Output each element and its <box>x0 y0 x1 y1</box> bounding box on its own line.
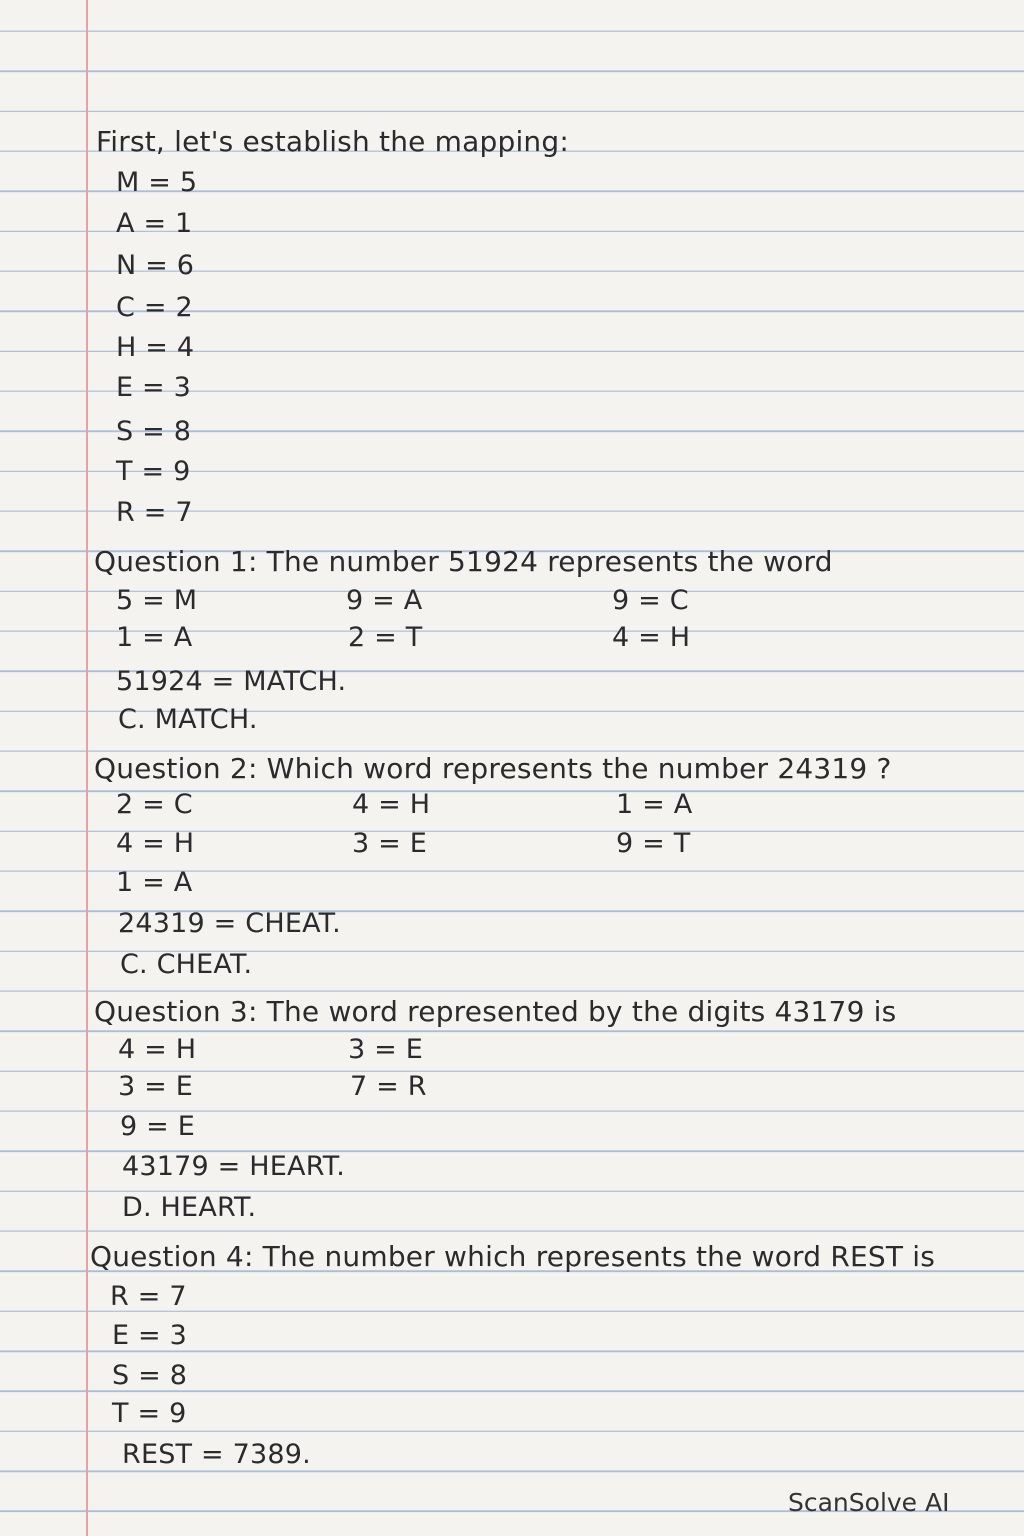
mapping-item: T = 9 <box>116 456 191 487</box>
q1-pair: 5 = M <box>116 585 198 616</box>
q2-pair: 9 = T <box>616 828 691 859</box>
q3-pair: 3 = E <box>348 1034 424 1065</box>
q3-result: 43179 = HEART. <box>122 1151 345 1182</box>
q1-result: 51924 = MATCH. <box>116 666 347 697</box>
q1-answer: C. MATCH. <box>118 704 258 735</box>
mapping-item: S = 8 <box>116 416 192 447</box>
q2-pair: 2 = C <box>116 789 193 820</box>
q3-pair: 3 = E <box>118 1071 194 1102</box>
mapping-item: H = 4 <box>116 332 195 363</box>
q2-pair: 1 = A <box>116 867 193 898</box>
q1-pair: 4 = H <box>612 622 691 653</box>
q3-pair: 9 = E <box>120 1111 196 1142</box>
q1-pair: 1 = A <box>116 622 193 653</box>
margin-line <box>86 0 88 1536</box>
q3-pair: 7 = R <box>350 1071 427 1102</box>
q2-result: 24319 = CHEAT. <box>118 908 341 939</box>
q2-pair: 1 = A <box>616 789 693 820</box>
q4-pair: R = 7 <box>110 1281 187 1312</box>
question-2-title: Question 2: Which word represents the number 24319 ? <box>94 752 892 785</box>
q2-answer: C. CHEAT. <box>120 949 253 980</box>
mapping-item: M = 5 <box>116 167 198 198</box>
mapping-item: R = 7 <box>116 497 193 528</box>
mapping-item: N = 6 <box>116 250 195 281</box>
q4-result: REST = 7389. <box>122 1439 311 1470</box>
question-1-title: Question 1: The number 51924 represents the word <box>94 545 833 578</box>
q2-pair: 3 = E <box>352 828 428 859</box>
intro-heading: First, let's establish the mapping: <box>96 125 569 158</box>
q3-pair: 4 = H <box>118 1034 197 1065</box>
mapping-item: E = 3 <box>116 372 192 403</box>
mapping-item: C = 2 <box>116 292 193 323</box>
q2-pair: 4 = H <box>352 789 431 820</box>
q1-pair: 9 = C <box>612 585 689 616</box>
q4-pair: T = 9 <box>112 1398 187 1429</box>
q1-pair: 9 = A <box>346 585 423 616</box>
q2-pair: 4 = H <box>116 828 195 859</box>
question-4-title: Question 4: The number which represents the word REST is <box>90 1240 936 1273</box>
watermark: ScanSolve AI <box>788 1488 950 1517</box>
question-3-title: Question 3: The word represented by the digits 43179 is <box>94 995 897 1028</box>
q4-pair: S = 8 <box>112 1360 188 1391</box>
q3-answer: D. HEART. <box>122 1192 257 1223</box>
mapping-item: A = 1 <box>116 208 193 239</box>
q1-pair: 2 = T <box>348 622 423 653</box>
q4-pair: E = 3 <box>112 1320 188 1351</box>
